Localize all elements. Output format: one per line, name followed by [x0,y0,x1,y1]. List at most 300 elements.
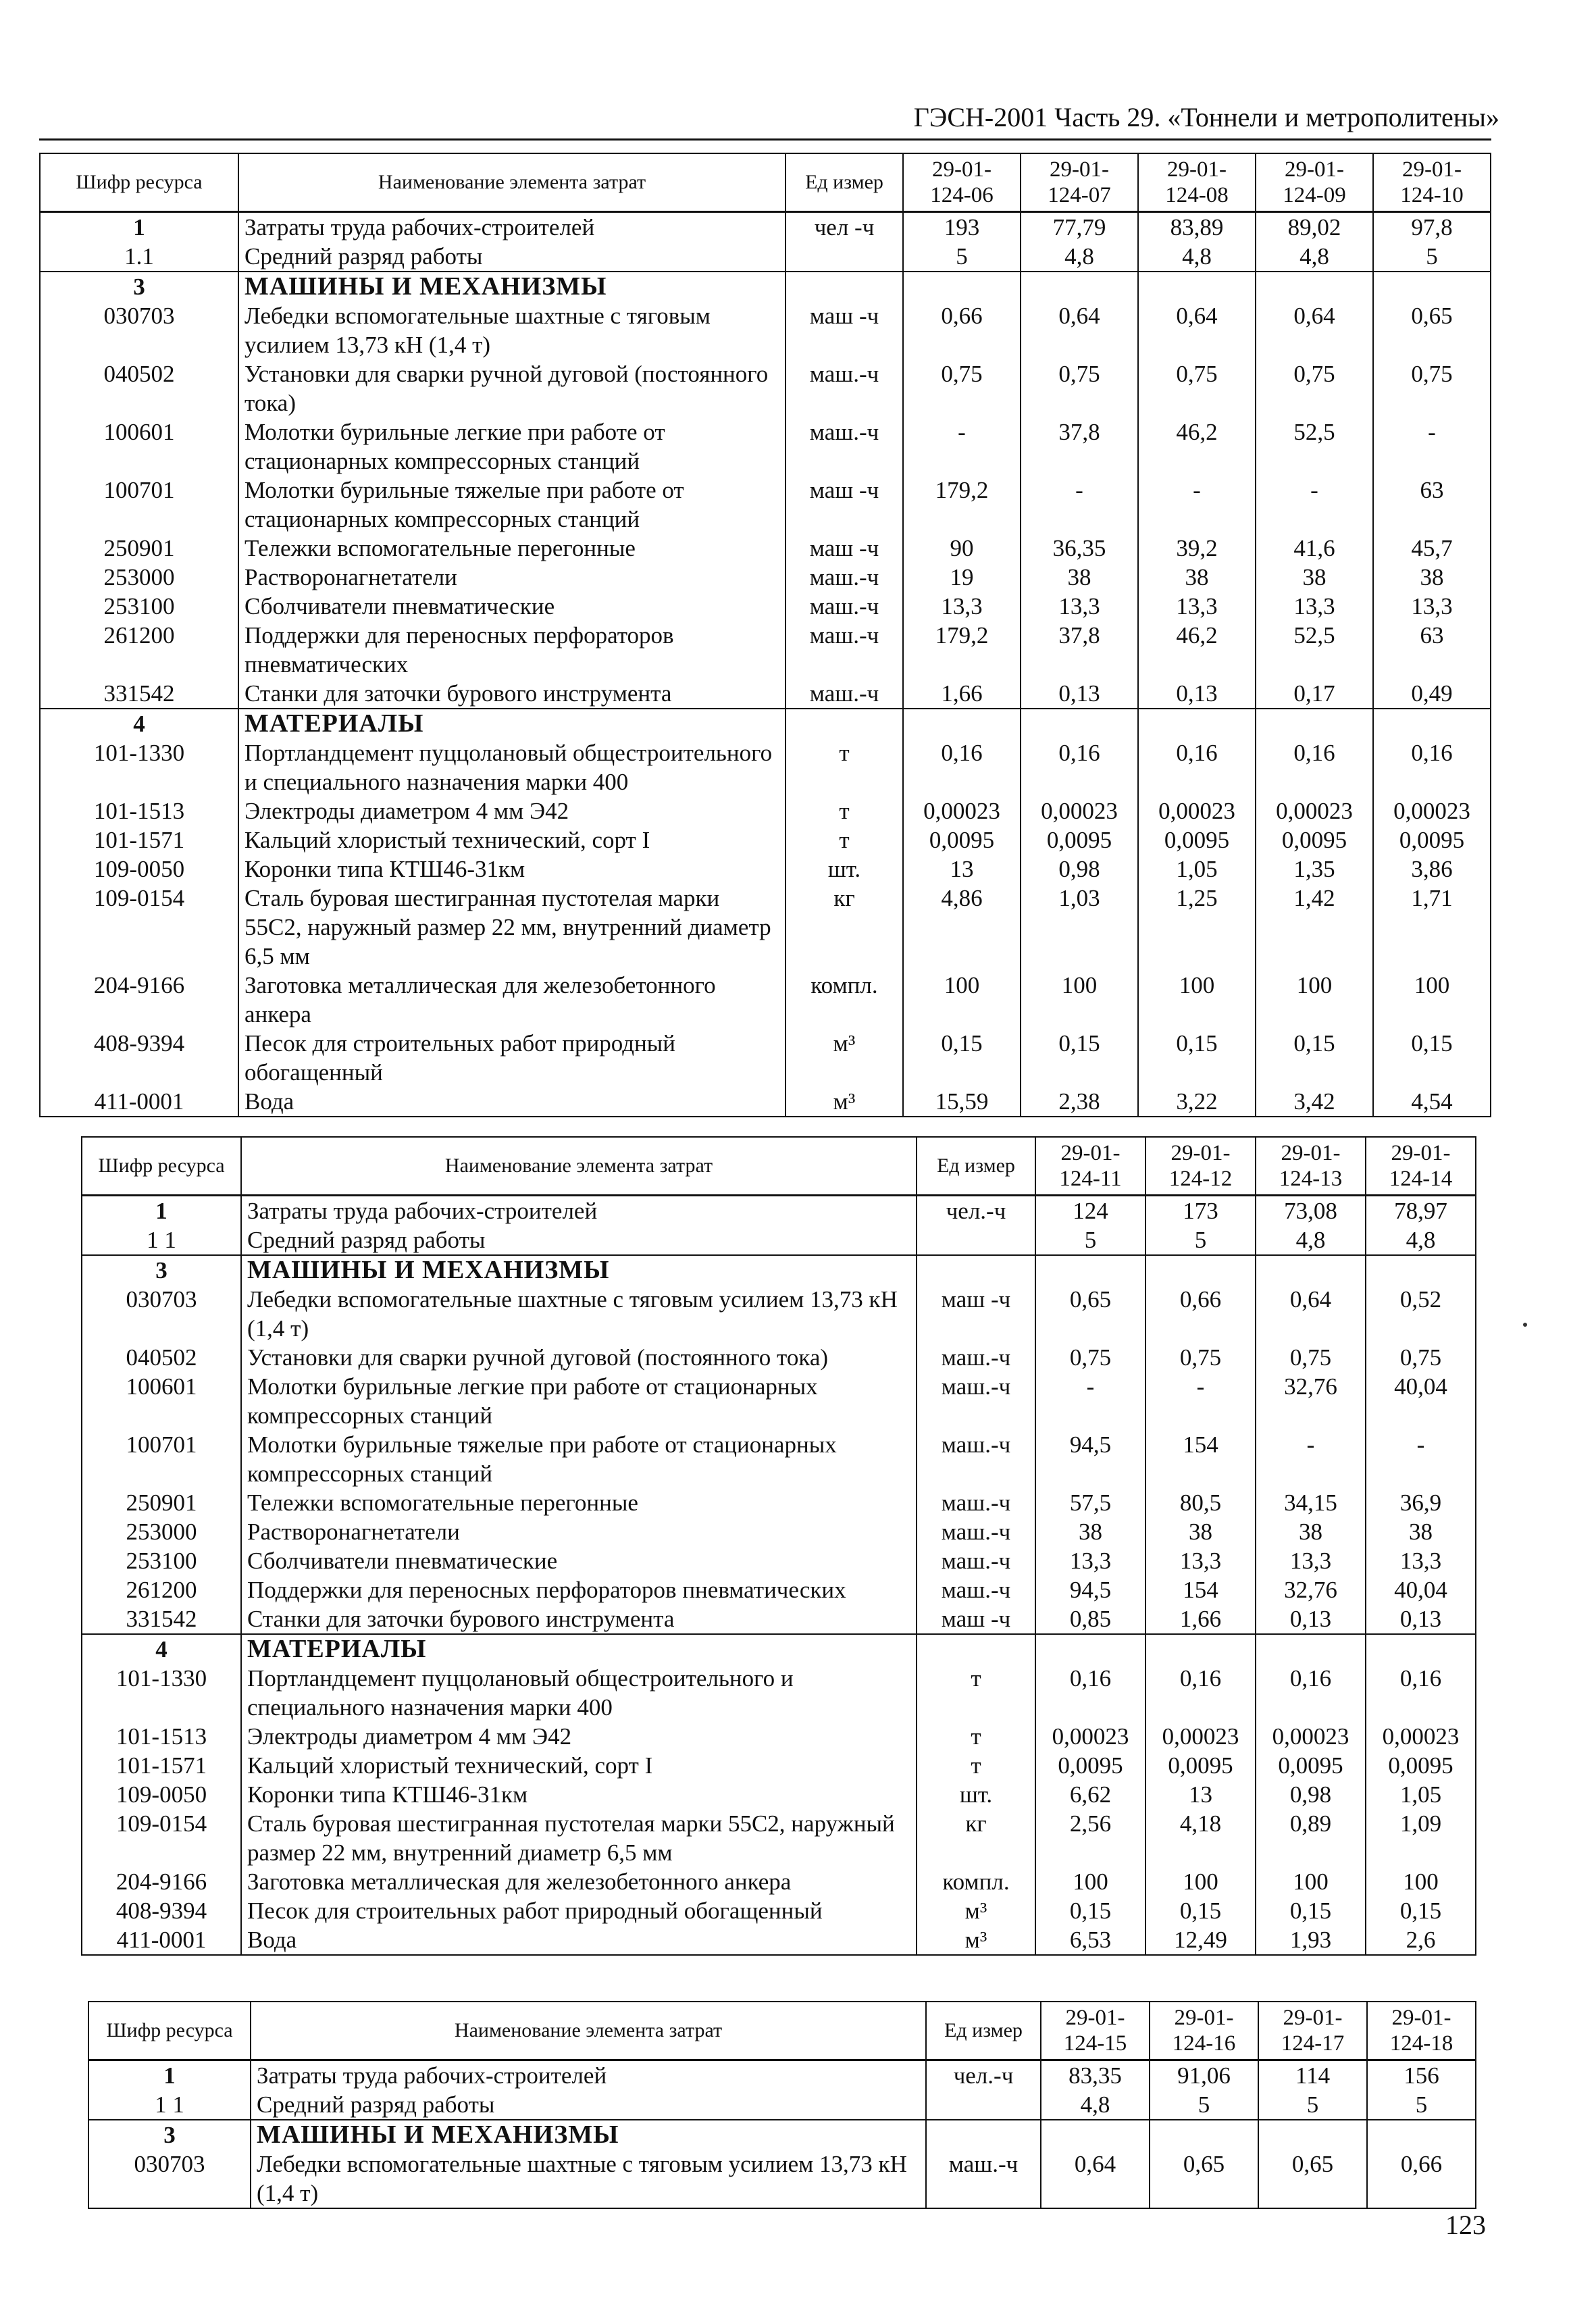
norm-value: 0,00023 [1035,1722,1145,1751]
resource-code: 101-1571 [40,825,238,855]
resource-row [40,796,1491,825]
norm-value: 179,2 [903,621,1021,679]
resource-code: 100601 [82,1372,241,1430]
norm-value [903,272,1021,301]
header-norm-code: 29-01- 124-17 [1258,2002,1367,2060]
cost-element-name: Сталь буровая шестигранная пустотелая марки 55С2, наружный размер 22 мм, внутренний диаметр 6,5 мм [238,884,786,971]
norm-value: 179,2 [903,476,1021,534]
cost-element-name: Затраты труда рабочих-строителей [251,2060,926,2091]
norm-value: 0,98 [1256,1780,1366,1809]
resource-code: 1.1 [40,242,238,272]
norm-value: 13,3 [1021,592,1138,621]
norm-value: 0,15 [1138,1029,1256,1087]
norm-value: 3,86 [1373,855,1491,884]
norm-value: 0,15 [903,1029,1021,1087]
unit-of-measure: м³ [786,1087,903,1117]
norm-value: 5 [1145,1225,1256,1255]
norm-value: 0,65 [1035,1285,1145,1343]
norm-value: 0,49 [1373,679,1491,709]
norm-value: 0,13 [1256,1604,1366,1634]
norm-value: 13,3 [1256,1546,1366,1575]
cost-element-name: Поддержки для переносных перфораторов пневматических [241,1575,917,1604]
header-norm-code: 29-01- 124-13 [1256,1137,1366,1196]
norm-value: 4,8 [1256,1225,1366,1255]
cost-element-name: Установки для сварки ручной дуговой (постоянного тока) [238,359,786,417]
norm-value: 83,35 [1041,2060,1150,2091]
norm-value: 0,00023 [1138,796,1256,825]
resource-code: 261200 [82,1575,241,1604]
norm-value: 1,05 [1366,1780,1476,1809]
norm-value: 100 [1035,1867,1145,1896]
norm-value: 57,5 [1035,1488,1145,1517]
norm-value: 46,2 [1138,417,1256,476]
norm-value: 97,8 [1373,212,1491,243]
header-norm-code: 29-01- 124-07 [1021,153,1138,212]
norm-value [1258,2120,1367,2150]
header-norm-code: 29-01- 124-08 [1138,153,1256,212]
section-row [82,1255,1476,1285]
norm-value [1021,709,1138,738]
norm-value: 154 [1145,1575,1256,1604]
cost-element-name: Вода [241,1925,917,1955]
norm-value: 13,3 [1373,592,1491,621]
resource-row [82,1285,1476,1343]
resource-code: 109-0050 [82,1780,241,1809]
resource-row [88,2060,1476,2091]
norm-value [1035,1634,1145,1664]
resource-code: 331542 [82,1604,241,1634]
norm-value [903,709,1021,738]
norm-value: - [1021,476,1138,534]
resource-code: 250901 [40,534,238,563]
norm-value: 0,64 [1138,301,1256,359]
norm-value: 2,38 [1021,1087,1138,1117]
resource-code: 101-1571 [82,1751,241,1780]
norm-value: 0,13 [1366,1604,1476,1634]
norm-value: 4,18 [1145,1809,1256,1867]
section-row [88,2120,1476,2150]
norm-value: 0,16 [1138,738,1256,796]
norm-value: 38 [1366,1517,1476,1546]
header-norm-code: 29-01- 124-10 [1373,153,1491,212]
page-number: 123 [1445,2210,1486,2240]
norm-value: - [1256,476,1373,534]
unit-of-measure: кг [786,884,903,971]
resource-code: 3 [88,2120,251,2150]
cost-element-name: Молотки бурильные тяжелые при работе от стационарных компрессорных станций [241,1430,917,1488]
norm-value: 1,09 [1366,1809,1476,1867]
resource-table-2 [81,1136,1476,1956]
page-header-title: ГЭСН-2001 Часть 29. «Тоннели и метрополитены» [913,102,1499,132]
norm-value: 0,16 [903,738,1021,796]
norm-value: - [903,417,1021,476]
norm-value: 0,64 [1041,2150,1150,2208]
resource-code: 253000 [82,1517,241,1546]
resource-row [82,1896,1476,1925]
norm-value: 0,15 [1021,1029,1138,1087]
norm-value: 41,6 [1256,534,1373,563]
unit-of-measure [786,242,903,272]
norm-value: 89,02 [1256,212,1373,243]
cost-element-name: Установки для сварки ручной дуговой (постоянного тока) [241,1343,917,1372]
resource-code: 4 [40,709,238,738]
norm-value [1256,709,1373,738]
norm-value: 94,5 [1035,1430,1145,1488]
norm-value [1041,2120,1150,2150]
cost-element-name: Лебедки вспомогательные шахтные с тяговым усилием 13,73 кН (1,4 т) [238,301,786,359]
cost-element-name: Сболчиватели пневматические [238,592,786,621]
cost-element-name: Сболчиватели пневматические [241,1546,917,1575]
resource-row [82,1664,1476,1722]
norm-value: 0,66 [1367,2150,1476,2208]
unit-of-measure [917,1634,1035,1664]
unit-of-measure: маш -ч [786,301,903,359]
norm-value: 1,93 [1256,1925,1366,1955]
norm-value: 63 [1373,621,1491,679]
header-resource-code: Шифр ресурса [88,2002,251,2060]
header-divider [39,138,1491,141]
section-row [40,272,1491,301]
norm-value: 0,66 [1145,1285,1256,1343]
unit-of-measure: маш.-ч [786,563,903,592]
norm-value: 6,62 [1035,1780,1145,1809]
cost-element-name: Песок для строительных работ природный обогащенный [238,1029,786,1087]
norm-value: 100 [1373,971,1491,1029]
unit-of-measure: м³ [786,1029,903,1087]
norm-value: 124 [1035,1196,1145,1226]
norm-value: 0,0095 [1256,1751,1366,1780]
resource-code: 101-1330 [82,1664,241,1722]
norm-value: 1,35 [1256,855,1373,884]
header-norm-code: 29-01- 124-11 [1035,1137,1145,1196]
norm-value: 63 [1373,476,1491,534]
norm-value: 0,75 [1035,1343,1145,1372]
unit-of-measure [786,272,903,301]
resource-row [82,1225,1476,1255]
norm-value: 0,16 [1021,738,1138,796]
resource-row [82,1517,1476,1546]
norm-value [1256,1255,1366,1285]
norm-value: 13 [903,855,1021,884]
unit-of-measure: т [786,738,903,796]
norm-value: 0,16 [1366,1664,1476,1722]
norm-value: 0,65 [1150,2150,1258,2208]
norm-value: 0,85 [1035,1604,1145,1634]
cost-element-name: Молотки бурильные легкие при работе от стационарных компрессорных станций [241,1372,917,1430]
norm-value: 0,16 [1256,1664,1366,1722]
norm-value: 4,54 [1373,1087,1491,1117]
unit-of-measure: маш.-ч [786,417,903,476]
norm-value: 90 [903,534,1021,563]
norm-value: 94,5 [1035,1575,1145,1604]
resource-row [40,855,1491,884]
resource-code: 030703 [82,1285,241,1343]
resource-row [82,1343,1476,1372]
norm-value: 3,22 [1138,1087,1256,1117]
resource-code: 4 [82,1634,241,1664]
norm-value: 0,64 [1021,301,1138,359]
header-resource-code: Шифр ресурса [82,1137,241,1196]
norm-value: 4,8 [1021,242,1138,272]
unit-of-measure: маш -ч [917,1285,1035,1343]
norm-value: 193 [903,212,1021,243]
resource-code: 030703 [88,2150,251,2208]
norm-value [1021,272,1138,301]
norm-value: 1,25 [1138,884,1256,971]
resource-row [82,1751,1476,1780]
unit-of-measure: маш -ч [786,476,903,534]
norm-value: 0,16 [1256,738,1373,796]
norm-value [1256,1634,1366,1664]
resource-code: 109-0050 [40,855,238,884]
norm-value: 78,97 [1366,1196,1476,1226]
norm-value: 0,15 [1035,1896,1145,1925]
norm-value: 0,75 [1366,1343,1476,1372]
cost-element-name: МАТЕРИАЛЫ [241,1634,917,1664]
resource-row [82,1867,1476,1896]
norm-value: 0,75 [1373,359,1491,417]
norm-value: 36,9 [1366,1488,1476,1517]
header-cost-element-name: Наименование элемента затрат [251,2002,926,2060]
norm-value: 100 [1138,971,1256,1029]
norm-value: 0,75 [903,359,1021,417]
resource-code: 1 1 [82,1225,241,1255]
unit-of-measure: компл. [917,1867,1035,1896]
norm-value: 1,66 [1145,1604,1256,1634]
resource-table-3 [88,2001,1476,2209]
norm-value: 0,00023 [1145,1722,1256,1751]
norm-value: 4,86 [903,884,1021,971]
resource-row [40,242,1491,272]
norm-value: 0,15 [1373,1029,1491,1087]
resource-code: 253100 [82,1546,241,1575]
resource-code: 101-1513 [82,1722,241,1751]
norm-value: 32,76 [1256,1372,1366,1430]
norm-value: 0,16 [1035,1664,1145,1722]
resource-row [40,359,1491,417]
norm-value: 5 [1373,242,1491,272]
cost-element-name: Растворонагнетатели [238,563,786,592]
norm-value [1366,1255,1476,1285]
norm-value: 5 [1035,1225,1145,1255]
resource-row [82,1925,1476,1955]
norm-value: 13,3 [1145,1546,1256,1575]
unit-of-measure: шт. [917,1780,1035,1809]
resource-row [40,679,1491,709]
norm-value: 39,2 [1138,534,1256,563]
norm-value: 0,0095 [1256,825,1373,855]
norm-value: 0,0095 [1145,1751,1256,1780]
norm-value: 0,75 [1021,359,1138,417]
cost-element-name: Растворонагнетатели [241,1517,917,1546]
unit-of-measure: кг [917,1809,1035,1867]
resource-code: 101-1330 [40,738,238,796]
norm-value: - [1138,476,1256,534]
resource-row [82,1809,1476,1867]
section-row [82,1634,1476,1664]
norm-value: 13,3 [1138,592,1256,621]
norm-value: 80,5 [1145,1488,1256,1517]
norm-value: 6,53 [1035,1925,1145,1955]
norm-value: 0,89 [1256,1809,1366,1867]
norm-value: - [1373,417,1491,476]
unit-of-measure: т [917,1664,1035,1722]
resource-row [40,971,1491,1029]
unit-of-measure [786,709,903,738]
unit-of-measure [917,1255,1035,1285]
norm-value: 15,59 [903,1087,1021,1117]
norm-value [1367,2120,1476,2150]
norm-value: 4,8 [1366,1225,1476,1255]
norm-value: 34,15 [1256,1488,1366,1517]
norm-value: 0,75 [1145,1343,1256,1372]
norm-value: 38 [1021,563,1138,592]
unit-of-measure: маш -ч [786,534,903,563]
cost-element-name: Коронки типа КТШ46-31км [241,1780,917,1809]
resource-row [82,1722,1476,1751]
norm-value: 38 [1138,563,1256,592]
norm-value: 173 [1145,1196,1256,1226]
unit-of-measure: т [917,1722,1035,1751]
cost-element-name: Кальций хлористый технический, сорт I [238,825,786,855]
norm-value: 0,00023 [1373,796,1491,825]
cost-element-name: Поддержки для переносных перфораторов пневматических [238,621,786,679]
norm-value [1373,709,1491,738]
resource-code: 109-0154 [82,1809,241,1867]
resource-code: 1 [88,2060,251,2091]
norm-value: - [1035,1372,1145,1430]
resource-row [82,1780,1476,1809]
resource-row [88,2150,1476,2208]
norm-value: 0,15 [1366,1896,1476,1925]
resource-code: 101-1513 [40,796,238,825]
norm-value: - [1256,1430,1366,1488]
norm-value: 0,66 [903,301,1021,359]
header-norm-code: 29-01- 124-12 [1145,1137,1256,1196]
norm-value: - [1145,1372,1256,1430]
norm-value: 0,16 [1373,738,1491,796]
norm-value: 5 [1367,2090,1476,2120]
norm-value [1145,1255,1256,1285]
unit-of-measure: т [786,796,903,825]
resource-row [40,1029,1491,1087]
norm-value: 45,7 [1373,534,1491,563]
unit-of-measure: маш.-ч [786,592,903,621]
norm-value: 0,00023 [903,796,1021,825]
cost-element-name: Портландцемент пуццолановый общестроительного и специального назначения марки 400 [238,738,786,796]
norm-value: 0,15 [1256,1896,1366,1925]
norm-value: 100 [1021,971,1138,1029]
norm-value: 0,00023 [1256,796,1373,825]
norm-value: 0,15 [1145,1896,1256,1925]
norm-value: 0,0095 [1021,825,1138,855]
header-cost-element-name: Наименование элемента затрат [238,153,786,212]
header-norm-code: 29-01- 124-14 [1366,1137,1476,1196]
unit-of-measure: маш.-ч [917,1488,1035,1517]
cost-element-name: Сталь буровая шестигранная пустотелая марки 55С2, наружный размер 22 мм, внутренний диаметр 6,5 мм [241,1809,917,1867]
resource-code: 1 [82,1196,241,1226]
norm-value: - [1366,1430,1476,1488]
resource-code: 100601 [40,417,238,476]
unit-of-measure: маш.-ч [786,679,903,709]
norm-value: 5 [1258,2090,1367,2120]
resource-code: 204-9166 [40,971,238,1029]
norm-value: 0,0095 [1366,1751,1476,1780]
norm-value: 37,8 [1021,621,1138,679]
norm-value: 0,75 [1256,359,1373,417]
norm-value: 46,2 [1138,621,1256,679]
norm-value: 52,5 [1256,621,1373,679]
norm-value: 1,03 [1021,884,1138,971]
header-unit: Ед измер [786,153,903,212]
resource-code: 3 [40,272,238,301]
resource-code: 411-0001 [82,1925,241,1955]
resource-row [82,1430,1476,1488]
cost-element-name: Электроды диаметром 4 мм Э42 [238,796,786,825]
resource-row [40,1087,1491,1117]
unit-of-measure: чел.-ч [917,1196,1035,1226]
unit-of-measure: чел -ч [786,212,903,243]
resource-row [40,825,1491,855]
resource-code: 1 [40,212,238,243]
norm-value: 0,16 [1145,1664,1256,1722]
cost-element-name: Вода [238,1087,786,1117]
norm-value: 0,00023 [1366,1722,1476,1751]
norm-value: 5 [1150,2090,1258,2120]
norm-value: 100 [1256,971,1373,1029]
norm-value: 13,3 [1256,592,1373,621]
norm-value: 1,71 [1373,884,1491,971]
cost-element-name: Заготовка металлическая для железобетонного анкера [238,971,786,1029]
norm-value [1366,1634,1476,1664]
norm-value: 154 [1145,1430,1256,1488]
norm-value: 0,64 [1256,301,1373,359]
norm-value: 0,65 [1373,301,1491,359]
norm-value: 4,8 [1138,242,1256,272]
norm-value: 1,66 [903,679,1021,709]
norm-value: 3,42 [1256,1087,1373,1117]
norm-value: 13 [1145,1780,1256,1809]
norm-value: 36,35 [1021,534,1138,563]
norm-value [1373,272,1491,301]
norm-value: 0,65 [1258,2150,1367,2208]
norm-value: 38 [1256,563,1373,592]
cost-element-name: Средний разряд работы [238,242,786,272]
norm-value: 32,76 [1256,1575,1366,1604]
unit-of-measure: чел.-ч [926,2060,1041,2091]
unit-of-measure: маш.-ч [917,1372,1035,1430]
norm-value: 91,06 [1150,2060,1258,2091]
unit-of-measure: маш.-ч [917,1343,1035,1372]
resource-row [40,301,1491,359]
norm-value [1035,1255,1145,1285]
norm-value: 0,52 [1366,1285,1476,1343]
cost-element-name: Средний разряд работы [241,1225,917,1255]
unit-of-measure: шт. [786,855,903,884]
norm-value: 1,42 [1256,884,1373,971]
header-cost-element-name: Наименование элемента затрат [241,1137,917,1196]
norm-value: 0,17 [1256,679,1373,709]
resource-code: 408-9394 [82,1896,241,1925]
unit-of-measure: т [786,825,903,855]
header-unit: Ед измер [926,2002,1041,2060]
header-norm-code: 29-01- 124-16 [1150,2002,1258,2060]
resource-code: 100701 [82,1430,241,1488]
resource-row [40,417,1491,476]
cost-element-name: Затраты труда рабочих-строителей [241,1196,917,1226]
resource-row [82,1488,1476,1517]
cost-element-name: Тележки вспомогательные перегонные [241,1488,917,1517]
